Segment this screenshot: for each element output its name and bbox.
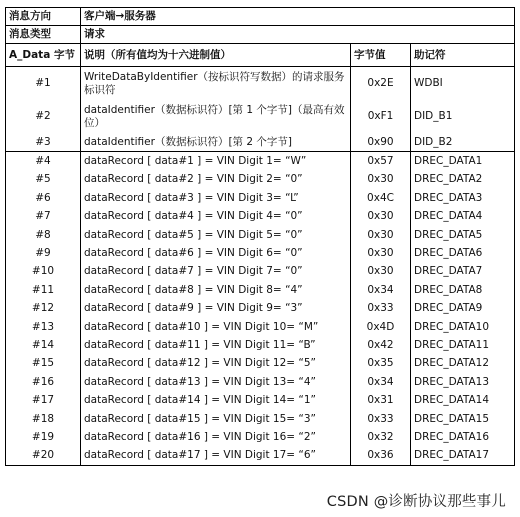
table-row <box>6 100 515 133</box>
direction-row <box>6 8 515 26</box>
row-value-cell: 0x33 <box>351 410 411 428</box>
table-row <box>6 152 515 171</box>
column-header-index: A_Data 字节 <box>6 44 81 67</box>
table-row <box>6 428 515 446</box>
row-description-cell: dataRecord [ data#11 ] = VIN Digit 11= “B” <box>81 336 351 354</box>
row-description-cell: dataIdentifier（数据标识符）[第 1 个字节]（最高有效位） <box>81 100 351 133</box>
row-description-cell: dataRecord [ data#13 ] = VIN Digit 13= “4” <box>81 373 351 391</box>
table-row <box>6 410 515 428</box>
row-value-cell: 0x42 <box>351 336 411 354</box>
column-header-row <box>6 44 515 67</box>
table-row <box>6 300 515 318</box>
row-value-cell: 0x34 <box>351 373 411 391</box>
column-header-mnemonic: 助记符 <box>411 44 515 67</box>
table-body <box>6 67 515 466</box>
row-mnemonic-cell: DREC_DATA3 <box>411 189 515 207</box>
row-index-cell: #12 <box>6 300 81 318</box>
row-index-cell: #1 <box>6 67 81 101</box>
row-mnemonic-cell: DREC_DATA2 <box>411 171 515 189</box>
row-index-cell: #17 <box>6 391 81 409</box>
row-index-cell: #4 <box>6 152 81 171</box>
row-description-cell: dataRecord [ data#14 ] = VIN Digit 14= “1” <box>81 391 351 409</box>
row-mnemonic-cell: DREC_DATA8 <box>411 281 515 299</box>
row-index-cell: #11 <box>6 281 81 299</box>
row-index-cell: #18 <box>6 410 81 428</box>
row-mnemonic-cell: DID_B2 <box>411 133 515 152</box>
row-mnemonic-cell: DID_B1 <box>411 100 515 133</box>
row-mnemonic-cell: WDBI <box>411 67 515 101</box>
row-description-cell: dataIdentifier（数据标识符）[第 2 个字节] <box>81 133 351 152</box>
row-description-cell: WriteDataByIdentifier（按标识符写数据）的请求服务标识符 <box>81 67 351 101</box>
row-description-cell: dataRecord [ data#2 ] = VIN Digit 2= “0” <box>81 171 351 189</box>
table-row <box>6 244 515 262</box>
row-index-cell: #16 <box>6 373 81 391</box>
row-value-cell: 0x2E <box>351 67 411 101</box>
table-row <box>6 133 515 152</box>
column-header-value: 字节值 <box>351 44 411 67</box>
row-value-cell: 0x35 <box>351 355 411 373</box>
table-row <box>6 281 515 299</box>
row-value-cell: 0x33 <box>351 300 411 318</box>
row-description-cell: dataRecord [ data#10 ] = VIN Digit 10= “M” <box>81 318 351 336</box>
row-index-cell: #3 <box>6 133 81 152</box>
row-value-cell: 0x4C <box>351 189 411 207</box>
table-row <box>6 263 515 281</box>
row-value-cell: 0x34 <box>351 281 411 299</box>
row-mnemonic-cell: DREC_DATA10 <box>411 318 515 336</box>
type-value: 请求 <box>81 26 515 44</box>
row-mnemonic-cell: DREC_DATA6 <box>411 244 515 262</box>
row-value-cell: 0x31 <box>351 391 411 409</box>
row-index-cell: #6 <box>6 189 81 207</box>
direction-label: 消息方向 <box>6 8 81 26</box>
row-mnemonic-cell: DREC_DATA15 <box>411 410 515 428</box>
row-value-cell: 0x30 <box>351 208 411 226</box>
table-row <box>6 189 515 207</box>
watermark: CSDN @诊断协议那些事儿 <box>326 494 506 510</box>
row-mnemonic-cell: DREC_DATA4 <box>411 208 515 226</box>
row-value-cell: 0x90 <box>351 133 411 152</box>
table-row <box>6 171 515 189</box>
message-table <box>5 7 515 466</box>
row-mnemonic-cell: DREC_DATA5 <box>411 226 515 244</box>
row-description-cell: dataRecord [ data#16 ] = VIN Digit 16= “2” <box>81 428 351 446</box>
row-description-cell: dataRecord [ data#8 ] = VIN Digit 8= “4” <box>81 281 351 299</box>
row-value-cell: 0x30 <box>351 226 411 244</box>
row-description-cell: dataRecord [ data#12 ] = VIN Digit 12= “5” <box>81 355 351 373</box>
row-index-cell: #7 <box>6 208 81 226</box>
row-index-cell: #19 <box>6 428 81 446</box>
row-index-cell: #8 <box>6 226 81 244</box>
row-description-cell: dataRecord [ data#4 ] = VIN Digit 4= “0” <box>81 208 351 226</box>
table-row <box>6 391 515 409</box>
row-mnemonic-cell: DREC_DATA13 <box>411 373 515 391</box>
row-index-cell: #9 <box>6 244 81 262</box>
row-index-cell: #13 <box>6 318 81 336</box>
row-mnemonic-cell: DREC_DATA9 <box>411 300 515 318</box>
table-row <box>6 318 515 336</box>
column-header-description: 说明（所有值均为十六进制值） <box>81 44 351 67</box>
row-index-cell: #10 <box>6 263 81 281</box>
table-row <box>6 355 515 373</box>
table-row <box>6 226 515 244</box>
row-value-cell: 0x32 <box>351 428 411 446</box>
row-description-cell: dataRecord [ data#15 ] = VIN Digit 15= “3” <box>81 410 351 428</box>
table-row <box>6 336 515 354</box>
row-mnemonic-cell: DREC_DATA11 <box>411 336 515 354</box>
row-index-cell: #20 <box>6 447 81 466</box>
row-value-cell: 0x30 <box>351 263 411 281</box>
table-row <box>6 447 515 466</box>
row-value-cell: 0x36 <box>351 447 411 466</box>
type-label: 消息类型 <box>6 26 81 44</box>
table-row <box>6 373 515 391</box>
row-description-cell: dataRecord [ data#1 ] = VIN Digit 1= “W” <box>81 152 351 171</box>
row-description-cell: dataRecord [ data#5 ] = VIN Digit 5= “0” <box>81 226 351 244</box>
row-index-cell: #2 <box>6 100 81 133</box>
row-value-cell: 0x4D <box>351 318 411 336</box>
row-description-cell: dataRecord [ data#17 ] = VIN Digit 17= “6” <box>81 447 351 466</box>
row-value-cell: 0x30 <box>351 171 411 189</box>
row-description-cell: dataRecord [ data#7 ] = VIN Digit 7= “0” <box>81 263 351 281</box>
row-index-cell: #14 <box>6 336 81 354</box>
table-row <box>6 67 515 101</box>
type-row <box>6 26 515 44</box>
row-value-cell: 0xF1 <box>351 100 411 133</box>
row-mnemonic-cell: DREC_DATA12 <box>411 355 515 373</box>
table-row <box>6 208 515 226</box>
row-index-cell: #15 <box>6 355 81 373</box>
row-mnemonic-cell: DREC_DATA1 <box>411 152 515 171</box>
row-index-cell: #5 <box>6 171 81 189</box>
row-value-cell: 0x57 <box>351 152 411 171</box>
row-mnemonic-cell: DREC_DATA14 <box>411 391 515 409</box>
row-description-cell: dataRecord [ data#9 ] = VIN Digit 9= “3” <box>81 300 351 318</box>
message-table-container <box>5 7 514 466</box>
row-mnemonic-cell: DREC_DATA17 <box>411 447 515 466</box>
row-mnemonic-cell: DREC_DATA7 <box>411 263 515 281</box>
row-value-cell: 0x30 <box>351 244 411 262</box>
direction-value: 客户端→服务器 <box>81 8 515 26</box>
row-description-cell: dataRecord [ data#3 ] = VIN Digit 3= “L” <box>81 189 351 207</box>
row-description-cell: dataRecord [ data#6 ] = VIN Digit 6= “0” <box>81 244 351 262</box>
row-mnemonic-cell: DREC_DATA16 <box>411 428 515 446</box>
